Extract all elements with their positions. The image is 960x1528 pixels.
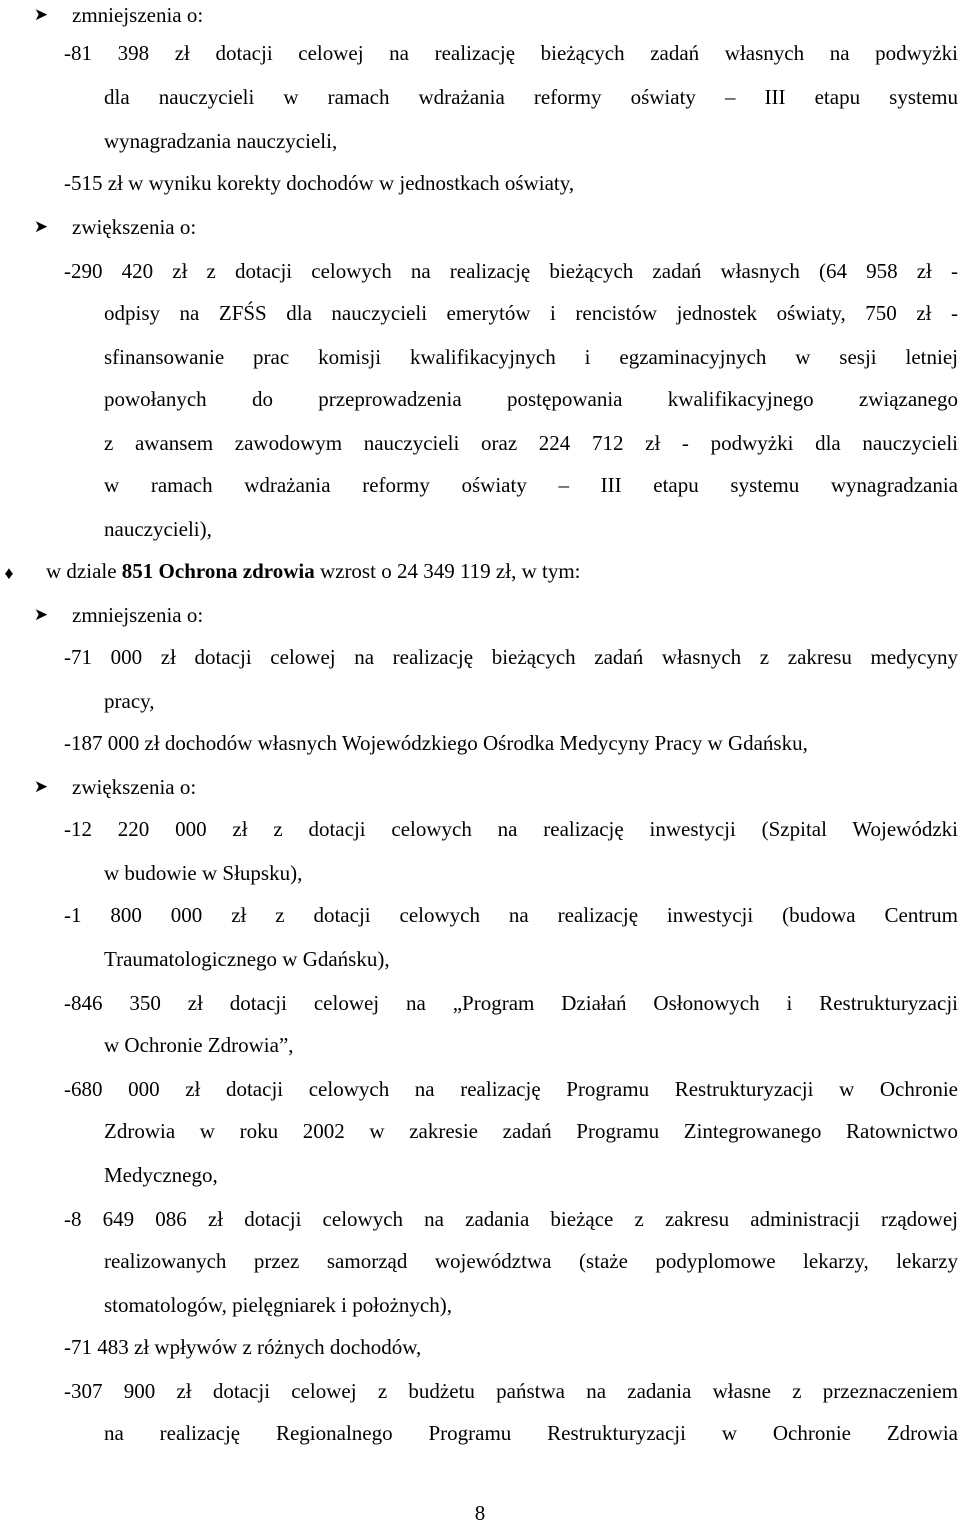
item-line: sfinansowanie prac komisji kwalifikacyjnych i egzaminacyjnych w sesji letniej — [104, 345, 958, 369]
arrow-bullet-icon: ➤ — [33, 217, 49, 236]
dzial-heading — [46, 556, 580, 586]
item-line: na realizację Regionalnego Programu Restrukturyzacji w Ochronie Zdrowia — [104, 1421, 958, 1445]
item-line: -515 zł w wyniku korekty dochodów w jednostkach oświaty, — [64, 171, 575, 195]
item-line: -8 649 086 zł dotacji celowych na zadania bieżące z zakresu administracji rządowej — [64, 1207, 958, 1231]
arrow-bullet-icon: ➤ — [33, 777, 49, 796]
diamond-bullet-icon: ♦ — [4, 563, 14, 583]
item-line: realizowanych przez samorząd województwa (staże podyplomowe lekarzy, lekarzy — [104, 1249, 958, 1273]
dzial-suffix: wzrost o 24 349 119 zł, w tym: — [314, 559, 581, 583]
item-line: -680 000 zł dotacji celowych na realizację Programu Restrukturyzacji w Ochronie — [64, 1077, 958, 1101]
item-line: -71 000 zł dotacji celowej na realizację bieżących zadań własnych z zakresu medycyny — [64, 645, 958, 669]
item-line: wynagradzania nauczycieli, — [104, 129, 338, 153]
item-line: w budowie w Słupsku), — [104, 861, 303, 885]
item-line: Zdrowia w roku 2002 w zakresie zadań Programu Zintegrowanego Ratownictwo — [104, 1119, 958, 1143]
item-line: w ramach wdrażania reformy oświaty – III etapu systemu wynagradzania — [104, 473, 958, 497]
arrow-bullet-icon: ➤ — [33, 605, 49, 624]
item-line: -187 000 zł dochodów własnych Wojewódzkiego Ośrodka Medycyny Pracy w Gdańsku, — [64, 731, 808, 755]
item-line: -307 900 zł dotacji celowej z budżetu państwa na zadania własne z przeznaczeniem — [64, 1379, 958, 1403]
item-line: -846 350 zł dotacji celowej na „Program Działań Osłonowych i Restrukturyzacji — [64, 991, 958, 1015]
dzial-prefix: w dziale — [46, 559, 122, 583]
item-line: dla nauczycieli w ramach wdrażania reformy oświaty – III etapu systemu — [104, 85, 958, 109]
page-number: 8 — [474, 1501, 486, 1525]
item-line: Medycznego, — [104, 1163, 218, 1187]
item-line: z awansem zawodowym nauczycieli oraz 224 712 zł - podwyżki dla nauczycieli — [104, 431, 958, 455]
arrow-bullet-icon: ➤ — [33, 5, 49, 24]
section-decrease-heading: zmniejszenia o: — [72, 3, 204, 27]
section-decrease-heading: zmniejszenia o: — [72, 603, 204, 627]
item-line: -12 220 000 zł z dotacji celowych na realizację inwestycji (Szpital Wojewódzki — [64, 817, 958, 841]
item-line: -290 420 zł z dotacji celowych na realizację bieżących zadań własnych (64 958 zł - — [64, 259, 958, 283]
item-line: -71 483 zł wpływów z różnych dochodów, — [64, 1335, 422, 1359]
item-line: -1 800 000 zł z dotacji celowych na realizację inwestycji (budowa Centrum — [64, 903, 958, 927]
item-line: powołanych do przeprowadzenia postępowania kwalifikacyjnego związanego — [104, 387, 958, 411]
dzial-name: 851 Ochrona zdrowia — [121, 559, 315, 583]
item-line: stomatologów, pielęgniarek i położnych), — [104, 1293, 452, 1317]
item-line: odpisy na ZFŚS dla nauczycieli emerytów i rencistów jednostek oświaty, 750 zł - — [104, 301, 958, 325]
item-line: Traumatologicznego w Gdańsku), — [104, 947, 390, 971]
item-line: nauczycieli), — [104, 517, 212, 541]
item-line: pracy, — [104, 689, 155, 713]
item-line: w Ochronie Zdrowia”, — [104, 1033, 294, 1057]
item-line: -81 398 zł dotacji celowej na realizację bieżących zadań własnych na podwyżki — [64, 41, 958, 65]
section-increase-heading: zwiększenia o: — [72, 775, 197, 799]
section-increase-heading: zwiększenia o: — [72, 215, 197, 239]
